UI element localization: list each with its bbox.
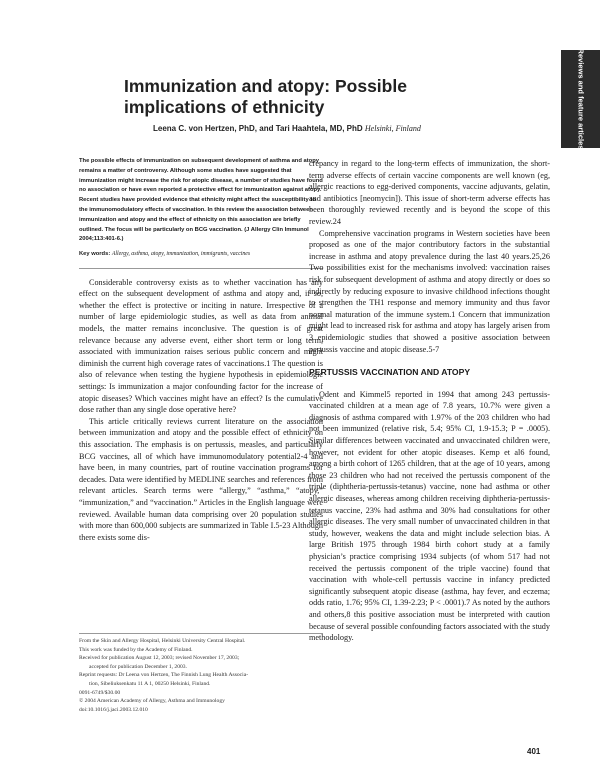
footnote-line: Received for publication August 12, 2003; revised November 17, 2003; — [79, 655, 240, 662]
body-paragraph: crepancy in regard to the long-term effects of immunization, the short-term adverse effects of certain vaccine components are well known (eg, allergic reactions to egg-derived components, vaccine adjuvants, gelatin, and antibiotics [neomycin]). This issue of short-term adverse effects has been thoroughly reviewed recently and is beyond the scope of this review.24 — [309, 159, 550, 226]
footnote-line: tion, Sibeliuksenkatu 11 A 1, 00250 Helsinki, Finland. — [89, 680, 211, 687]
footnote-line: © 2004 American Academy of Allergy, Asthma and Immunology — [79, 698, 225, 705]
section-heading: PERTUSSIS VACCINATION AND ATOPY — [309, 367, 471, 378]
section-side-tab — [561, 50, 600, 148]
author-line — [153, 124, 453, 133]
author-names: Leena C. von Hertzen, PhD, and Tari Haahtela, MD, PhD — [153, 124, 363, 133]
keywords-label: Key words: — [79, 251, 111, 258]
keywords-list: Allergy, asthma, atopy, immunization, immigrants, vaccines — [111, 251, 251, 258]
body-paragraph: This article critically reviews current literature on the association between immunization and atopy and the possible effect of ethnicity on this association. The emphasis is on pertussis, measles, and particularly BCG vaccines, all of which have immunomodulatory potential2-4 and have been, in many countries, part of routine vaccination programs for decades. Data were identified by MEDLINE searches and references from relevant articles. Search terms were “allergy,” “asthma,” “atopy,” “immunization,” and “vaccination.” Articles in the English language were reviewed. Available human data comprising over 20 population studies with more than 600,000 subjects are summarized in Table I.5-23 Although there exists some dis- — [79, 416, 323, 542]
footnote-line: This work was funded by the Academy of Finland. — [79, 646, 193, 653]
abstract-divider — [79, 268, 323, 269]
body-paragraph: Comprehensive vaccination programs in Western societies have been proposed as one of the major contributory factors in the substantial increase in asthma and atopy prevalence during the last 40 years.25,26 Two possibilities exist for the mechanisms involved: vaccination raises risk for subsequent development of asthma and atopy directly or does so indirectly by reducing exposure to invasive childhood infections thought to strengthen the TH1 response and memory immunity and thus favor normal maturation of the immune system.1 Concern that immunization might lead to increased risk for asthma and atopy has largely arisen from 3 epidemiologic studies that showed a positive association between pertussis vaccine and atopic disease.5-7 — [309, 228, 550, 354]
footnote-line: 0091-6749/$30.00 — [79, 689, 121, 696]
article-title: Immunization and atopy: Possible implications of ethnicity — [124, 76, 407, 117]
footnote-line: From the Skin and Allergy Hospital, Helsinki University Central Hospital. — [79, 638, 246, 644]
abstract: The possible effects of immunization on subsequent development of asthma and atopy remains a matter of controversy. Although some studies have suggested that immunization might increase the risk for atopic disease, a number of studies have found no association or have even reported a protective effect for immunization against atopy. Recent studies have provided evidence that ethnicity might affect the susceptibility to the immunomodulatory effects of vaccination. In this review the association between immunization and atopy and the effect of ethnicity on this association are briefly outlined. The focus will be particularly on BCG vaccination. (J Allergy Clin Immunol 2004;113:401-6.) — [79, 158, 323, 243]
footnote-line: doi:10.1016/j.jaci.2003.12.010 — [79, 706, 148, 713]
page-number: 401 — [527, 747, 541, 756]
footnotes — [79, 633, 323, 714]
body-paragraph: Odent and Kimmel5 reported in 1994 that among 243 pertussis-vaccinated children at a mean age of 7.8 years, 10.7% were given a diagnosis of asthma compared with 1.97% of the 203 children who had not been immunized (relative risk, 5.4; 95% CI, 1.9-15.3; P = .0005). Similar differences between vaccinated and unvaccinated children were, however, not evident for other atopic diseases. Kemp et al6 found, among a birth cohort of 1265 children, that at the age of 10 years, among those 23 children who had not received the pertussis component of the triple (diphtheria-pertussis-tetanus) vaccine, none had asthma or other allergic diseases, whereas among children receiving diphtheria-pertussis-tetanus vaccine, 23% had asthma and 30% had consultations for other allergic diseases. The very small number of unvaccinated children in that study, however, weakens the data and might include selection bias. A large British 1975 through 1984 birth cohort study at a family physician’s practice comprising 1934 subjects (of whom 517 had not received the pertussis component of the triple vaccine) found that vaccination with whole-cell pertussis vaccine in infancy predicted significantly subsequent atopic disease (asthma, hay fever, and eczema; odds ratio, 1.76; 95% CI, 1.39-2.23; P < .0001).7 As noted by the authors and others,8 this positive association must be interpreted with caution because of several possible confounding factors associated with the study methodology. — [309, 389, 550, 643]
keywords — [79, 250, 323, 260]
footnote-line: accepted for publication December 1, 2003. — [89, 663, 188, 670]
footnote-line: Reprint requests: Dr Leena von Hertzen, The Finnish Lung Health Associa- — [79, 672, 249, 679]
body-paragraph: Considerable controversy exists as to whether vaccination has any effect on the subsequent development of asthma and atopy and, if so, whether the effect is protective or inciting in nature. Irrespective of a number of large epidemiologic studies, as well as data from animal models, the matter remains inconclusive. The question is of great relevance because any adverse event, either short term or long term, associated with immunization raises serious public concern and might diminish the current high coverage rates of vaccinations.1 The question is also of relevance when testing the hygiene hypothesis in epidemiologic settings: Is immunization a major confounding factor for the increase of atopic diseases? Which vaccines might have an effect? Is the cumulative dose rather than any single dose operative here? — [79, 277, 323, 415]
author-location: Helsinki, Finland — [364, 124, 421, 133]
left-column — [79, 157, 323, 543]
right-column — [309, 158, 550, 644]
side-tab-label: Reviews and feature articles — [576, 48, 585, 150]
